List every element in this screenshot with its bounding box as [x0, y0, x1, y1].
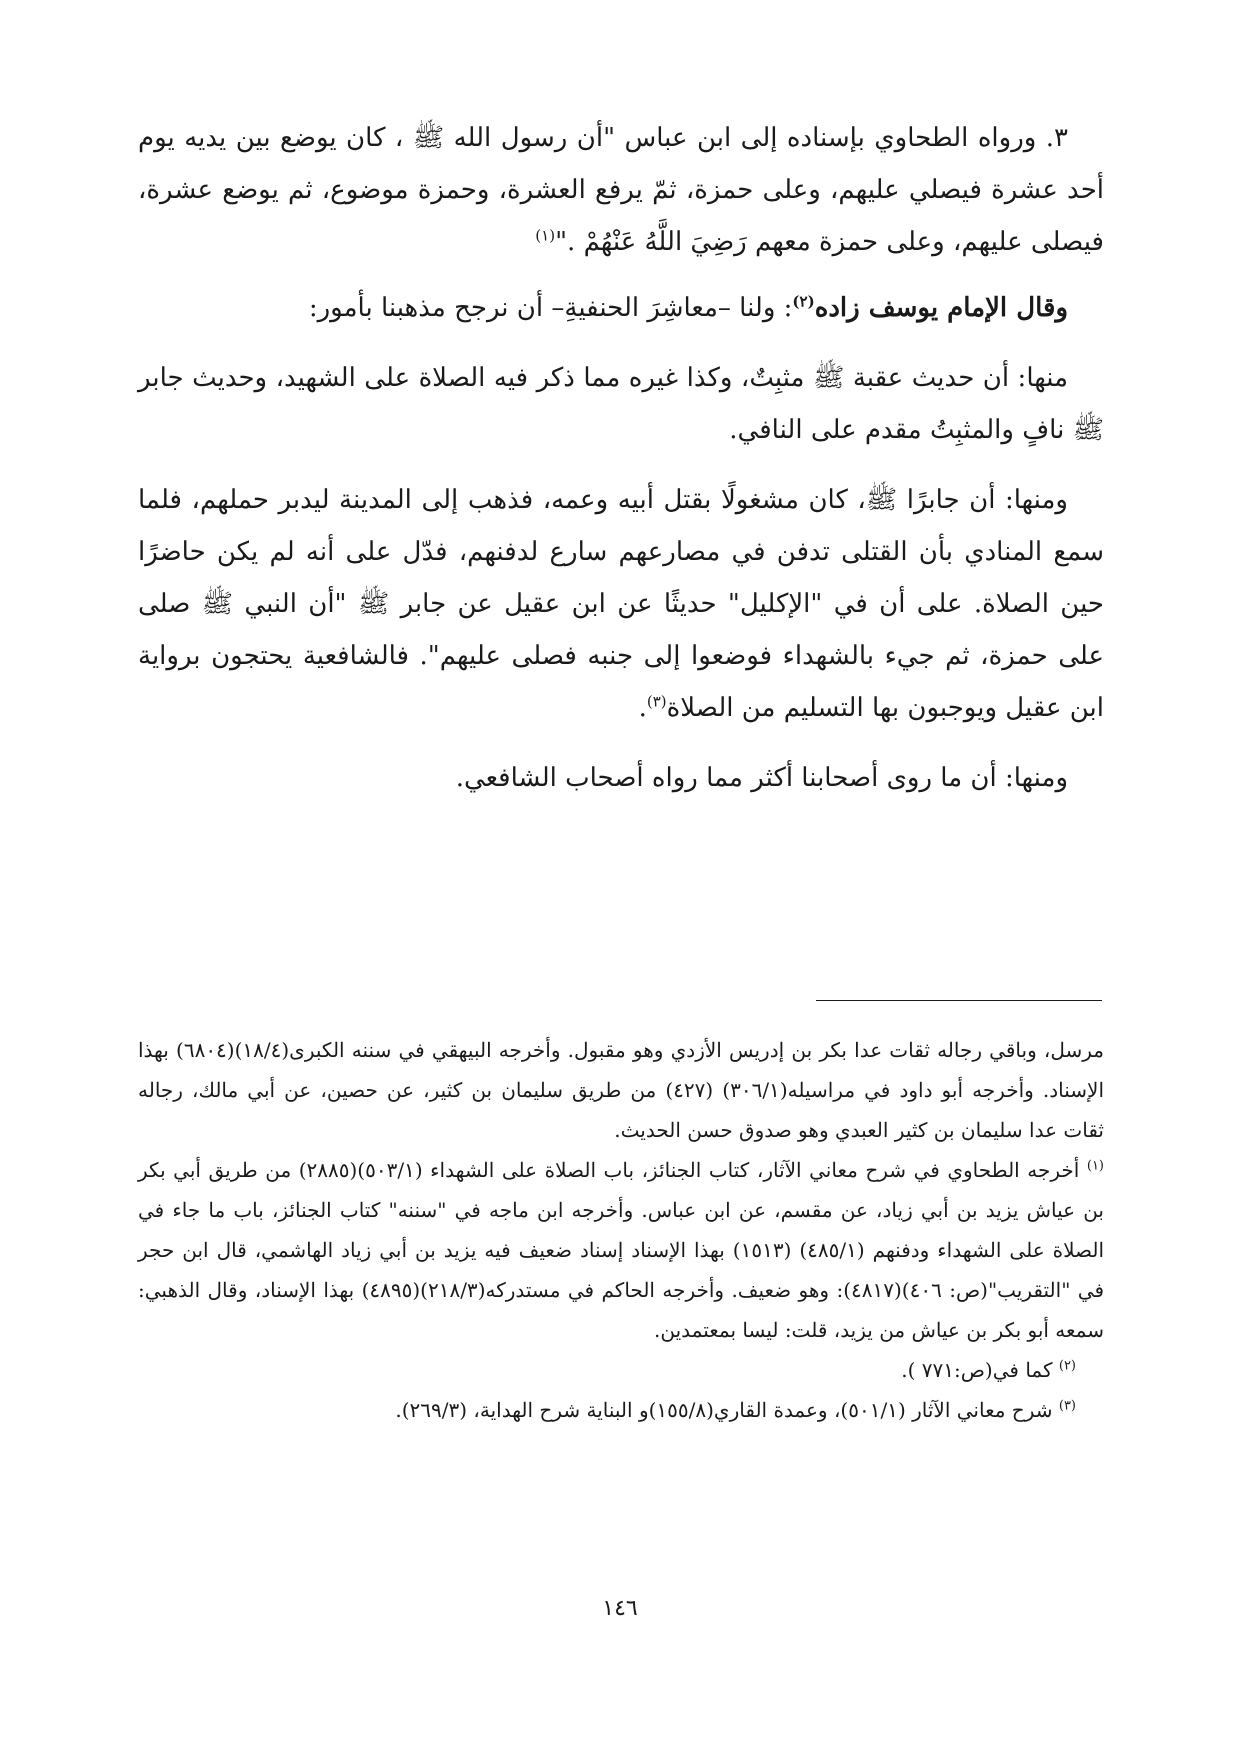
- footnote-1: [138, 1150, 1104, 1350]
- paragraph-tail: .: [638, 693, 647, 723]
- paragraph-narration-3: [138, 112, 1104, 268]
- footnote-text: شرح معاني الآثار (٥٠١/١)، وعمدة القاري(١٥٥/٨)و البناية شرح الهداية، (٢٦٩/٣).: [395, 1398, 1059, 1422]
- bold-lead: وقال الإمام يوسف زاده: [814, 293, 1068, 323]
- footnote-ref[interactable]: (٢): [792, 292, 815, 311]
- page-number: ١٤٦: [602, 1596, 638, 1621]
- footnotes: [138, 1030, 1104, 1430]
- footnote-text: كما في(ص:٧٧١ ).: [901, 1358, 1059, 1382]
- main-text: [138, 112, 1104, 804]
- paragraph-text: ومنها: أن جابرًا ﷺ، كان مشغولًا بقتل أبيه وعمه، فذهب إلى المدينة ليدبر حملهم، فلما سمع المنادي بأن القتلى تدفن في مصارعهم سارع لدفنهم، فدّل على أنه لم يكن حاضرًا حين الصلاة. على أن في "الإكليل" حديثًا عن ابن عقيل عن جابر ﷺ "أن النبي ﷺ صلى على حمزة، ثم جيء بالشهداء فوضعوا إلى جنبه فصلى عليهم". فالشافعية يحتجون برواية ابن عقيل ويوجبون بها التسليم من الصلاة: [138, 485, 1104, 723]
- footnote-3: [138, 1390, 1104, 1430]
- footnote-ref[interactable]: (٣): [646, 692, 667, 711]
- footnote-marker: (١): [1086, 1158, 1104, 1174]
- paragraph-text: ٣. ورواه الطحاوي بإسناده إلى ابن عباس "أن رسول الله ﷺ ، كان يوضع بين يديه يوم أحد عشرة فيصلي عليهم، وعلى حمزة، ثمّ يرفع العشرة، وحمزة موضوع، ثم يوضع عشرة، فيصلى عليهم، وعلى حمزة معهم رَضِيَ اللَّهُ عَنْهُمْ .": [138, 123, 1104, 257]
- footnote-2: [138, 1350, 1104, 1390]
- footnote-continued: مرسل، وباقي رجاله ثقات عدا بكر بن إدريس الأزدي وهو مقبول. وأخرجه البيهقي في سننه الكبرى(١٨/٤)(٦٨٠٤) بهذا الإسناد. وأخرجه أبو داود في مراسيله(٣٠٦/١) (٤٢٧) من طريق سليمان بن كثير، عن حصين، عن أبي مالك، رجاله ثقات عدا سليمان بن كثير العبدي وهو صدوق حسن الحديث.: [138, 1038, 1105, 1142]
- paragraph-text: : ولنا –معاشِرَ الحنفيةِ– أن نرجح مذهبنا بأمور:: [308, 293, 793, 323]
- paragraph-minha-3: [138, 752, 1104, 804]
- footnote-marker: (٢): [1058, 1358, 1076, 1374]
- footnote-ref[interactable]: (١): [535, 226, 556, 245]
- paragraph-text: منها: أن حديث عقبة ﷺ مثبِتٌ، وكذا غيره مما ذكر فيه الصلاة على الشهيد، وحديث جابر ﷺ نافٍ والمثبِتُ مقدم على النافي.: [138, 363, 1104, 445]
- paragraph-text: ومنها: أن ما روى أصحابنا أكثر مما رواه أصحاب الشافعي.: [455, 763, 1068, 793]
- paragraph-minha-1: [138, 352, 1104, 456]
- paragraph-yusuf-zadah: [138, 282, 1104, 334]
- footnote-marker: (٣): [1058, 1398, 1076, 1414]
- footnote-text: أخرجه الطحاوي في شرح معاني الآثار، كتاب الجنائز، باب الصلاة على الشهداء (٥٠٣/١)(٢٨٨٥) من طريق أبي بكر بن عياش يزيد بن أبي زياد، عن مقسم، عن ابن عباس. وأخرجه ابن ماجه في "سننه" كتاب الجنائز، باب ما جاء في الصلاة على الشهداء ودفنهم (٤٨٥/١) (١٥١٣) بهذا الإسناد إسناد ضعيف فيه يزيد بن أبي زياد الهاشمي، قال ابن حجر في "التقريب"(ص: ٤٠٦)(٤٨١٧): وهو ضعيف. وأخرجه الحاكم في مستدركه(٢١٨/٣)(٤٨٩٥) بهذا الإسناد، وقال الذهبي: سمعه أبو بكر بن عياش من يزيد، قلت: ليسا بمعتمدين.: [138, 1158, 1105, 1342]
- footnote-separator: [816, 1000, 1102, 1001]
- paragraph-minha-2: [138, 474, 1104, 734]
